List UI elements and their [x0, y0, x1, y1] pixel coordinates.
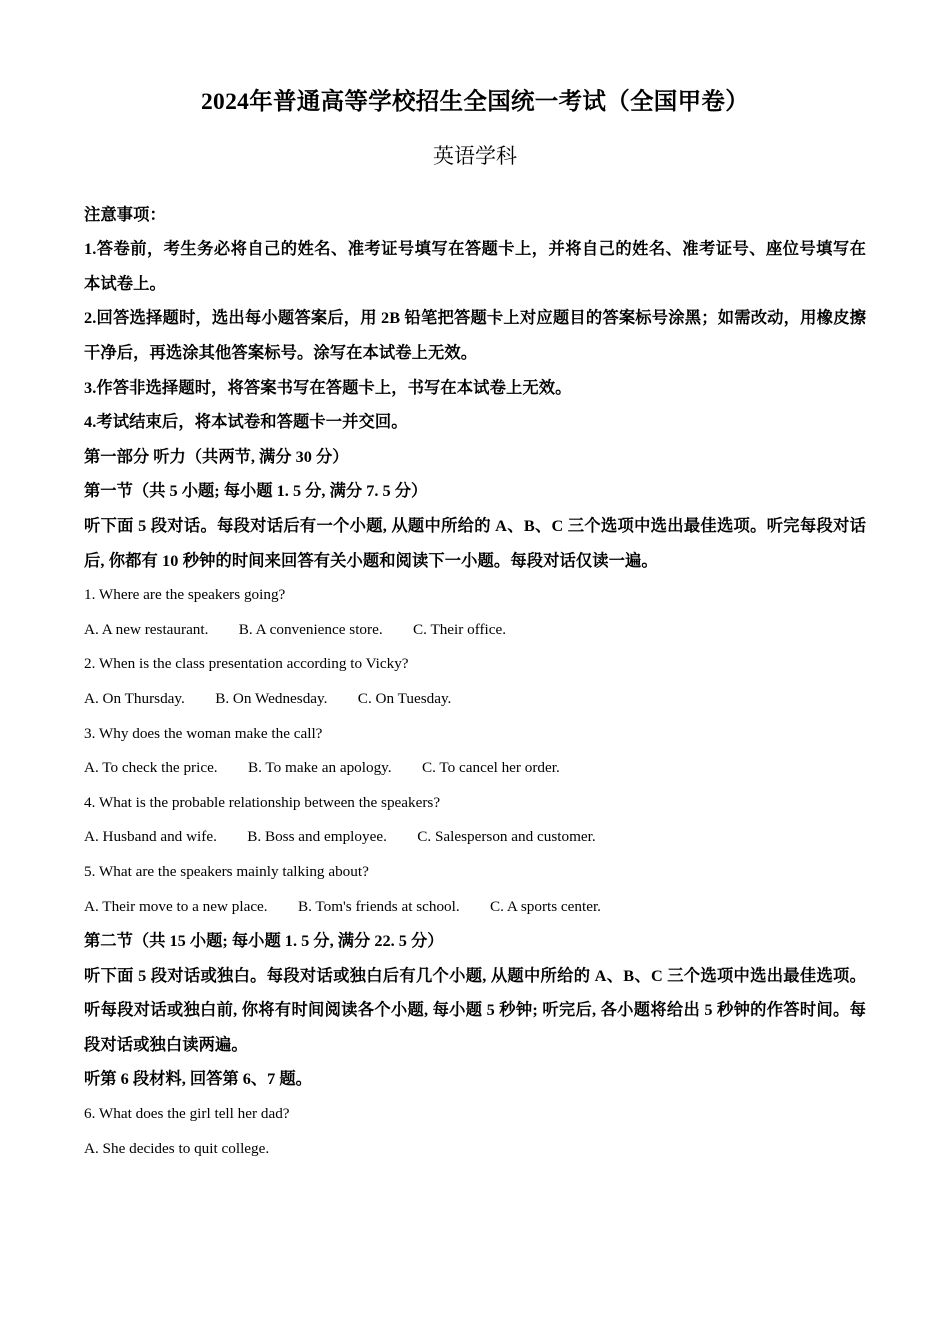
question-options: A. A new restaurant. B. A convenience store. C. Their office.	[84, 620, 507, 638]
question-options: A. She decides to quit college.	[84, 1139, 270, 1157]
page-subtitle: 英语学科	[433, 144, 517, 169]
question-stem: 4. What is the probable relationship between the speakers?	[84, 793, 441, 811]
page-title: 2024年普通高等学校招生全国统一考试（全国甲卷）	[201, 89, 749, 115]
notice-item-1: 1.答卷前，考生务必将自己的姓名、准考证号填写在答题卡上，并将自己的姓名、准考证号、座位号填写在本试卷上。	[84, 239, 866, 293]
section-one-heading: 第一节（共 5 小题; 每小题 1. 5 分, 满分 7. 5 分）	[84, 481, 428, 501]
question-block	[84, 786, 866, 855]
part-one-heading: 第一部分 听力（共两节, 满分 30 分）	[84, 446, 349, 466]
notice-item-4: 4.考试结束后，将本试卷和答题卡一并交回。	[84, 412, 408, 432]
question-stem: 1. Where are the speakers going?	[84, 586, 286, 604]
question-stem: 5. What are the speakers mainly talking about?	[84, 862, 369, 880]
notice-item-2: 2.回答选择题时，选出每小题答案后，用 2B 铅笔把答题卡上对应题目的答案标号涂黑；如需改动，用橡皮擦干净后，再选涂其他答案标号。涂写在本试卷上无效。	[84, 308, 866, 362]
notice-heading: 注意事项：	[84, 204, 166, 224]
question-block	[84, 717, 866, 786]
question-options: A. To check the price. B. To make an apology. C. To cancel her order.	[84, 759, 560, 777]
section-one-instructions: 听下面 5 段对话。每段对话后有一个小题, 从题中所给的 A、B、C 三个选项中选出最佳选项。听完每段对话后, 你都有 10 秒钟的时间来回答有关小题和阅读下一小题。每段对话仅读一遍。	[84, 515, 866, 570]
section-two-instructions: 听下面 5 段对话或独白。每段对话或独白后有几个小题, 从题中所给的 A、B、C 三个选项中选出最佳选项。听每段对话或独白前, 你将有时间阅读各个小题, 每小题 5 秒钟; 听完后, 各小题将给出 5 秒钟的作答时间。每段对话或独白读两遍。	[84, 965, 866, 1054]
question-block	[84, 1097, 866, 1166]
question-options: A. On Thursday. B. On Wednesday. C. On Tuesday.	[84, 689, 452, 707]
notice-section	[84, 198, 866, 440]
question-block	[84, 578, 866, 647]
question-options: A. Their move to a new place. B. Tom's friends at school. C. A sports center.	[84, 897, 601, 915]
question-stem: 2. When is the class presentation according to Vicky?	[84, 655, 409, 673]
section-two-heading: 第二节（共 15 小题; 每小题 1. 5 分, 满分 22. 5 分）	[84, 931, 444, 951]
part-one-listening	[84, 440, 866, 1166]
question-stem: 3. Why does the woman make the call?	[84, 724, 323, 742]
question-block	[84, 647, 866, 716]
question-stem: 6. What does the girl tell her dad?	[84, 1105, 290, 1123]
question-block	[84, 855, 866, 924]
question-options: A. Husband and wife. B. Boss and employee. C. Salesperson and customer.	[84, 828, 596, 846]
section-two-material-label: 听第 6 段材料, 回答第 6、7 题。	[84, 1069, 312, 1089]
notice-item-3: 3.作答非选择题时，将答案书写在答题卡上，书写在本试卷上无效。	[84, 377, 572, 397]
